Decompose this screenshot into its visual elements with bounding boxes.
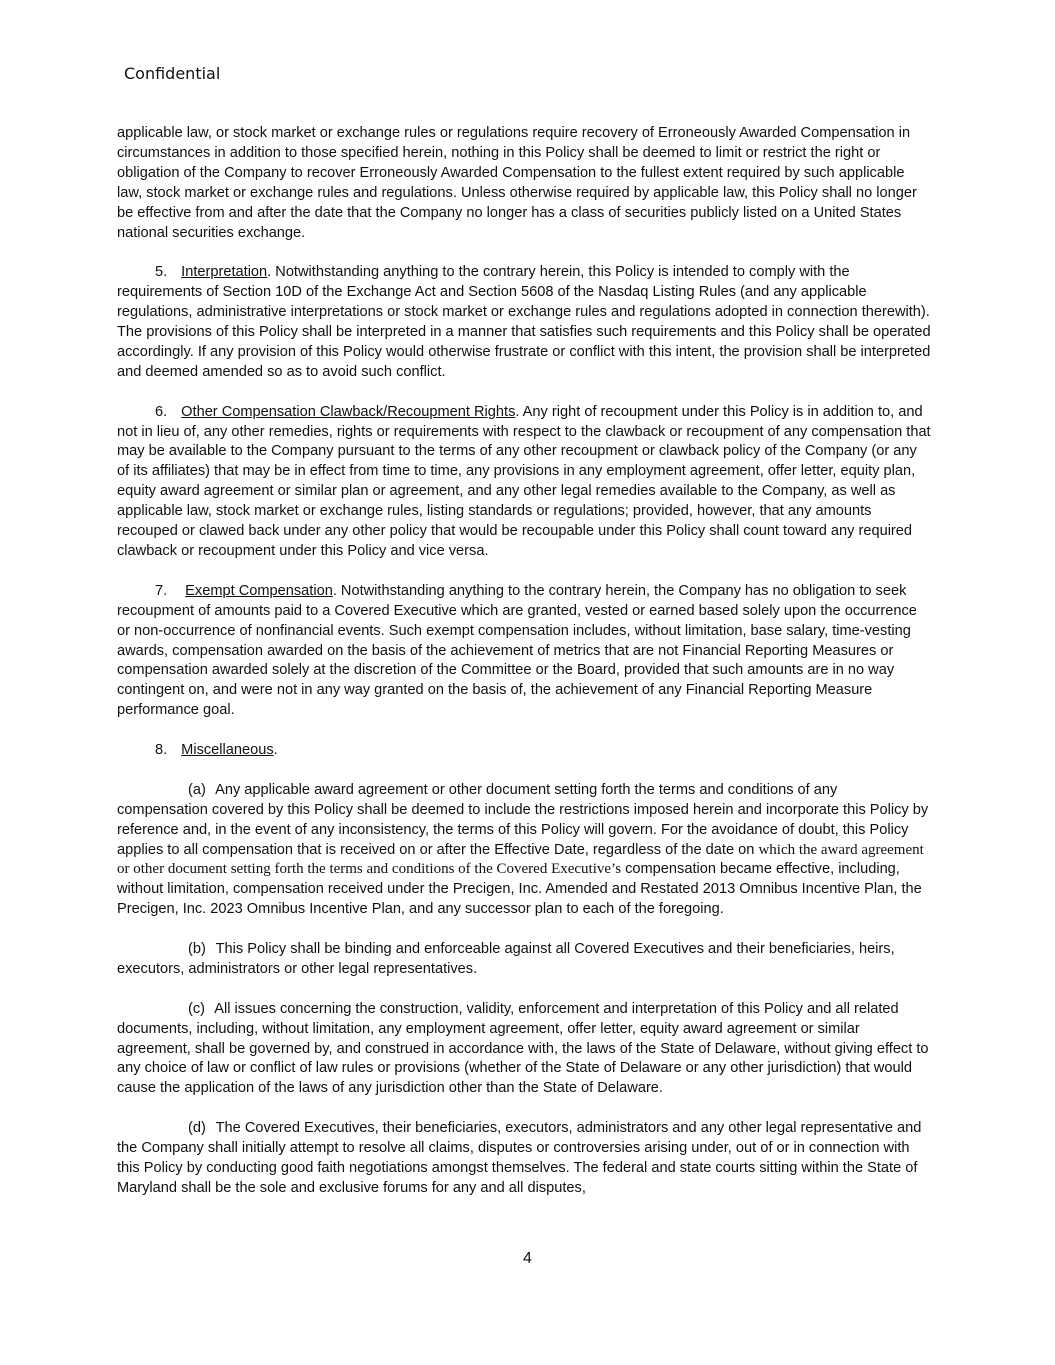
subsection-b-label: (b) [188, 941, 206, 958]
subsection-d-text: The Covered Executives, their beneficiaries, executors, administrators and any other legal representative and the Company shall initially attempt to resolve all claims, disputes or controversies arising under, out of or in connection with this Policy by conducting good faith negotiations amongst themselves. The federal and state courts sitting within the State of Maryland shall be the sole and exclusive forums for any and all disputes, [117, 1120, 922, 1196]
subsection-d-paragraph [117, 1119, 932, 1199]
subsection-d-label: (d) [188, 1120, 206, 1137]
section-8-title: Miscellaneous [181, 742, 274, 759]
subsection-c-paragraph [117, 1000, 932, 1100]
subsection-b-paragraph [117, 940, 932, 980]
subsection-a-text-3: compensation became effective, including, without limitation, compensation received under the Precigen, Inc. Amended and Restated 2013 Omnibus Incentive Plan, the Precigen, Inc. 2023 Omnibus Incentive Plan, and any successor plan to each of the foregoing. [117, 861, 922, 918]
subsection-a-paragraph [117, 781, 932, 920]
subsection-a-label: (a) [188, 781, 206, 798]
section-6-number: 6. [155, 403, 168, 420]
section-7-title: Exempt Compensation [185, 582, 333, 599]
section-8-number: 8. [155, 742, 168, 759]
section-6-paragraph [117, 403, 932, 562]
section-7-paragraph [117, 582, 932, 721]
section-7-number: 7. [155, 582, 168, 599]
subsection-a-text-2: which the award agreement or other document setting forth the terms and conditions of the Covered Executive’s [117, 841, 924, 878]
section-5-number: 5. [155, 264, 168, 281]
page-number: 4 [523, 1250, 532, 1267]
section-8-paragraph [117, 741, 932, 761]
confidential-header: Confidential [124, 64, 221, 83]
section-6-text: . Any right of recoupment under this Policy is in addition to, and not in lieu of, any other remedies, rights or requirements with respect to the clawback or recoupment of any compensation that may be available to the Company pursuant to the terms of any other recoupment or clawback policy of the Company (or any of its affiliates) that may be in effect from time to time, any provisions in any employment agreement, offer letter, equity plan, equity award agreement or similar plan or agreement, and any other legal remedies available to the Company, as well as applicable law, stock market or exchange rules, listing standards or regulations; provided, however, that any amounts recouped or clawed back under any other policy that would be recoupable under this Policy shall count toward any required clawback or recoupment under this Policy and vice versa. [117, 403, 931, 559]
subsection-a-text-1: Any applicable award agreement or other document setting forth the terms and conditions of any compensation covered by this Policy shall be deemed to include the restrictions imposed herein and incorporate this Policy by reference and, in the event of any inconsistency, the terms of this Policy will govern. For the avoidance of doubt, this Policy applies to all compensation that is received on or after the Effective Date, regardless of the date on [117, 781, 929, 858]
subsection-b-text: This Policy shall be binding and enforceable against all Covered Executives and their beneficiaries, heirs, executors, administrators or other legal representatives. [117, 941, 895, 977]
section-7-text: . Notwithstanding anything to the contrary herein, the Company has no obligation to seek recoupment of amounts paid to a Covered Executive which are granted, vested or earned based solely upon the occurrence or non-occurrence of nonfinancial events. Such exempt compensation includes, without limitation, base salary, time-vesting awards, compensation awarded on the basis of the achievement of metrics that are not Financial Reporting Measures or compensation awarded solely at the discretion of the Committee or the Board, provided that such amounts are in no way contingent on, and were not in any way granted on the basis of, the achievement of any Financial Reporting Measure performance goal. [117, 582, 917, 719]
subsection-c-text: All issues concerning the construction, validity, enforcement and interpretation of this Policy and all related documents, including, without limitation, any employment agreement, offer letter, equity award agreement or similar agreement, shall be governed by, and construed in accordance with, the laws of the State of Delaware, without giving effect to any choice of law or conflict of law rules or provisions (whether of the State of Delaware or any other jurisdiction) that would cause the application of the laws of any jurisdiction other than the State of Delaware. [117, 1000, 929, 1097]
document-body [117, 124, 932, 1219]
section-5-text: . Notwithstanding anything to the contrary herein, this Policy is intended to comply with the requirements of Section 10D of the Exchange Act and Section 5608 of the Nasdaq Listing Rules (and any applicable regulations, administrative interpretations or stock market or exchange rules and regulations adopted in connection therewith). The provisions of this Policy shall be interpreted in a manner that satisfies such requirements and this Policy shall be operated accordingly. If any provision of this Policy would otherwise frustrate or conflict with this intent, the provision shall be interpreted and deemed amended so as to avoid such conflict. [117, 264, 931, 380]
section-8-text: . [273, 742, 278, 759]
section-5-paragraph [117, 263, 932, 382]
subsection-c-label: (c) [188, 1000, 206, 1017]
section-5-title: Interpretation [181, 264, 268, 281]
intro-paragraph: applicable law, or stock market or exchange rules or regulations require recovery of Erroneously Awarded Compensation in circumstances in addition to those specified herein, nothing in this Policy shall be deemed to limit or restrict the right or obligation of the Company to recover Erroneously Awarded Compensation to the fullest extent required by such applicable law, stock market or exchange rules and regulations. Unless otherwise required by applicable law, this Policy shall no longer be effective from and after the date that the Company no longer has a class of securities publicly listed on a United States national securities exchange. [117, 125, 917, 241]
section-6-title: Other Compensation Clawback/Recoupment Rights [181, 403, 516, 420]
